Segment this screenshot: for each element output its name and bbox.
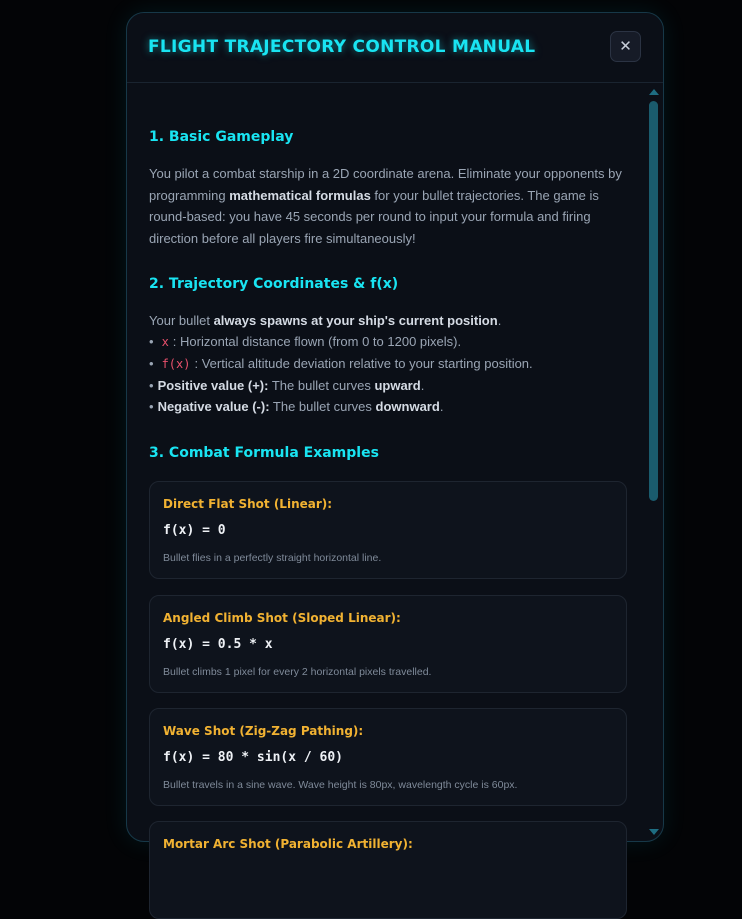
section-heading-basic-gameplay: 1. Basic Gameplay [149,129,294,145]
formula-card-mortar-arc-shot [149,821,627,919]
basic-gameplay-text: You pilot a combat starship in a 2D coordinate arena. Eliminate your opponents by programming mathematical formulas for your bullet trajectories. The game is round-based: you have 45 seconds per round to input your formula and firing direction before all players fire simultaneously! [149,166,622,246]
card-description: Bullet travels in a sine wave. Wave height is 80px, wavelength cycle is 60px. [163,779,518,791]
coordinate-item-negative: • Negative value (-): The bullet curves downward. [149,399,444,414]
card-title: Angled Climb Shot (Sloped Linear): [163,611,401,625]
scroll-thumb[interactable] [649,101,658,501]
card-description: Bullet flies in a perfectly straight horizontal line. [163,552,382,564]
card-formula: f(x) = 0 [163,523,226,538]
scroll-up-arrow-icon[interactable] [649,89,659,95]
card-formula: f(x) = 80 * sin(x / 60) [163,750,344,765]
manual-modal [126,12,664,851]
coordinate-item-positive: • Positive value (+): The bullet curves upward. [149,378,425,393]
card-title: Mortar Arc Shot (Parabolic Artillery): [163,837,413,851]
coordinate-item-x: • x : Horizontal distance flown (from 0 to 1200 pixels). [149,334,462,349]
modal-body[interactable] [127,83,647,851]
scroll-down-arrow-icon[interactable] [649,829,659,835]
card-description: Bullet climbs 1 pixel for every 2 horizontal pixels travelled. [163,666,432,678]
close-button[interactable] [610,31,641,62]
card-title: Direct Flat Shot (Linear): [163,497,333,511]
formula-card-wave-shot [149,708,627,806]
close-icon: ✕ [619,37,632,55]
section-heading-coordinates: 2. Trajectory Coordinates & f(x) [149,276,399,292]
coordinate-item-fx: • f(x) : Vertical altitude deviation relative to your starting position. [149,356,533,371]
x-variable-code: x [161,335,169,349]
card-formula: f(x) = 0.5 * x [163,637,273,652]
formula-card-angled-climb-shot [149,595,627,693]
modal-header [127,13,663,83]
formula-card-direct-flat-shot [149,481,627,579]
coordinates-intro: Your bullet always spawns at your ship's current position. [149,313,502,328]
section-heading-formula-examples: 3. Combat Formula Examples [149,445,379,461]
card-title: Wave Shot (Zig-Zag Pathing): [163,724,364,738]
fx-function-code: f(x) [161,357,191,371]
vertical-scrollbar[interactable] [647,85,661,839]
modal-title: FLIGHT TRAJECTORY CONTROL MANUAL [148,37,536,57]
